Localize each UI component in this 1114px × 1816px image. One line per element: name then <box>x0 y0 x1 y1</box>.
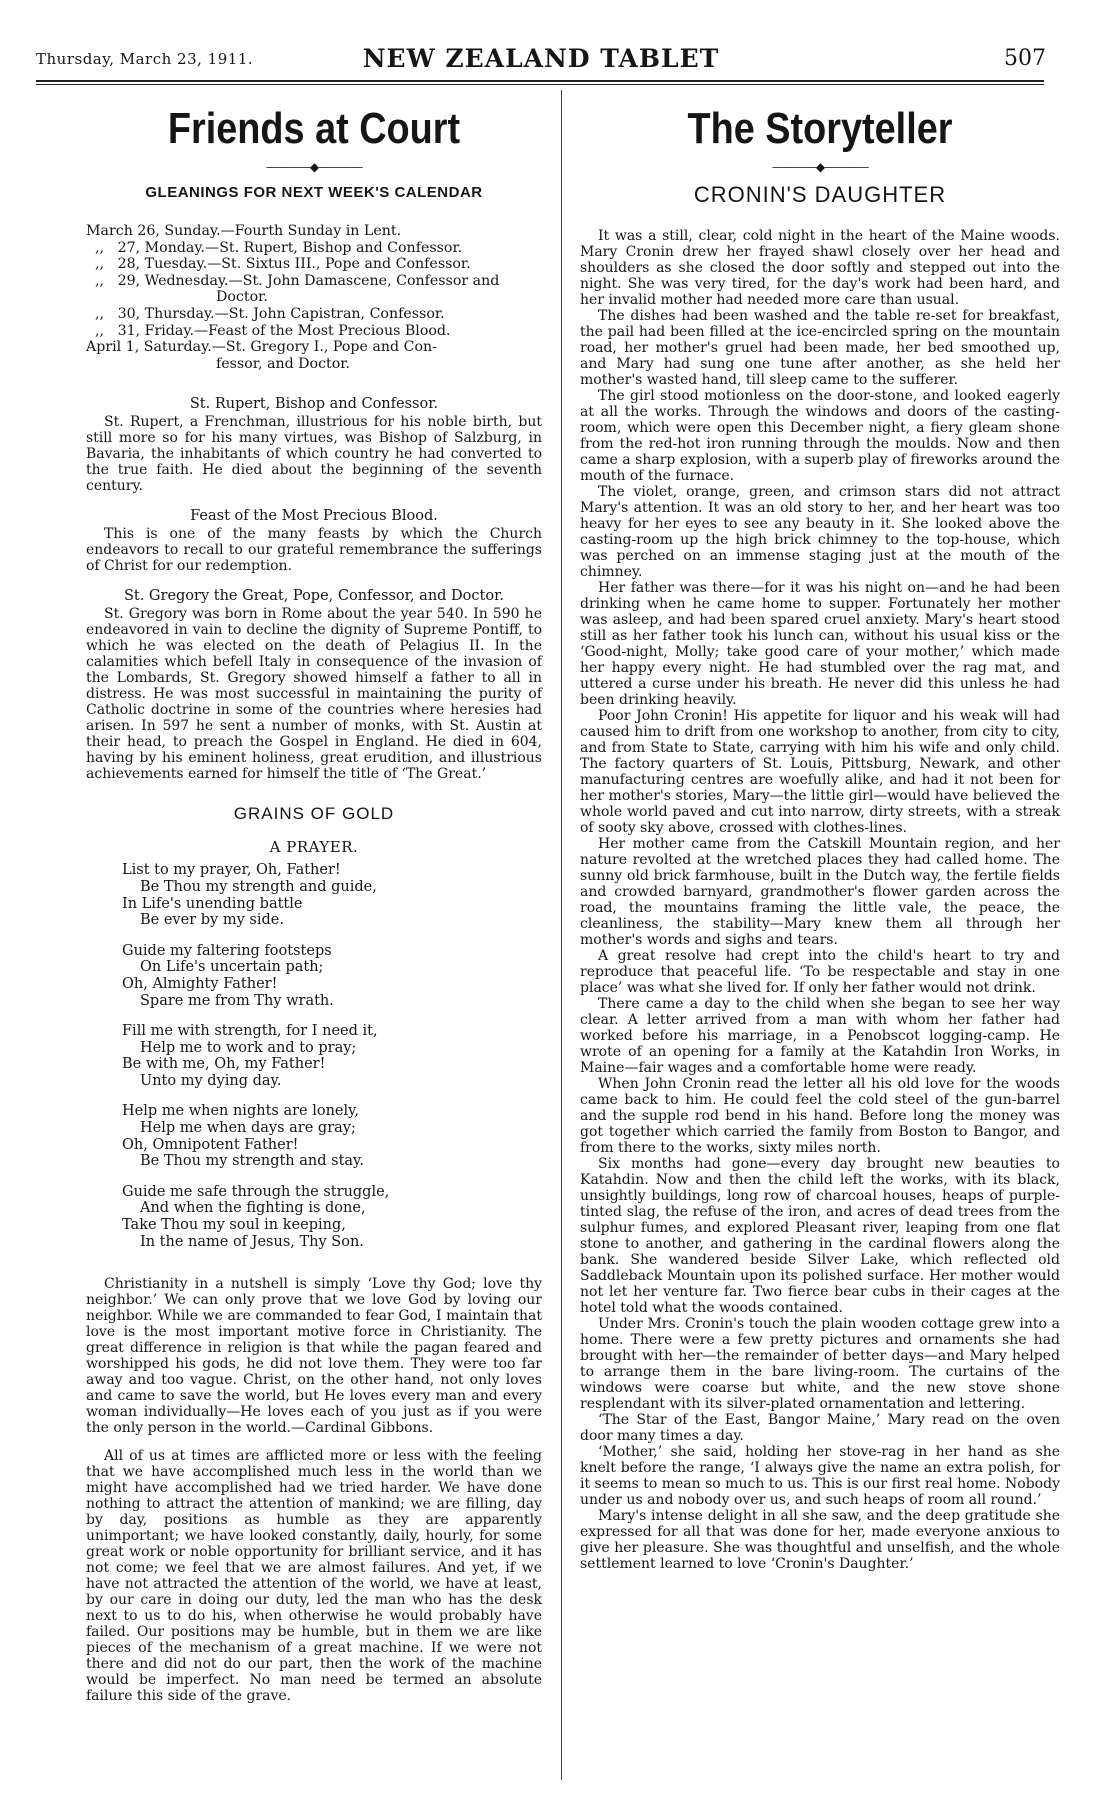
precious-blood-paragraph: This is one of the many feasts by which the Church endeavors to recall to our grateful remembrance the sufferings of Christ for our redemption. <box>86 526 542 575</box>
poem-line: Help me to work and to pray; <box>140 1039 357 1056</box>
poem-line: Be Thou my strength and stay. <box>140 1153 364 1170</box>
calendar-subhead: GLEANINGS FOR NEXT WEEK'S CALENDAR <box>145 184 483 201</box>
story-paragraph: The girl stood motionless on the door-stone, and looked eagerly at all the works. Through the windows and doors of the casting-room, which were open this December night, a fiery gleam shone from the red-hot iron running through the moulds. Now and then came a sharp explosion, with a superb play of fireworks around the mouth of the furnace. <box>580 388 1060 484</box>
calendar-line: April 1, Saturday.—St. Gregory I., Pope and Con- <box>86 339 437 356</box>
masthead <box>36 42 1046 82</box>
story-paragraph: Her father was there—for it was his night on—and he had been drinking when he came home to supper. Fortunately her mother was asleep, and had been spared cruel anxiety. Mary's heart stood still as her father took his lunch can, without his usual kiss or the ‘Good-night, Molly; take good care of your mother,’ which made her happy every night. He had stumbled over the rag mat, and uttered a curse under his breath. He never did this unless he had been drinking heavily. <box>580 580 1060 708</box>
poem-line: Take Thou my soul in keeping, <box>122 1217 346 1234</box>
section-title-friends-at-court: Friends at Court <box>167 104 461 153</box>
gregory-heading: St. Gregory the Great, Pope, Confessor, and Doctor. <box>123 588 505 605</box>
rupert-paragraph: St. Rupert, a Frenchman, illustrious for his noble birth, but still more so for his many virtues, was Bishop of Salzburg, in Bavaria, the inhabitants of which country he had converted to the true faith. He died about the beginning of the seventh century. <box>86 414 542 495</box>
calendar-line: ,, 31, Friday.—Feast of the Most Precious Blood. <box>86 322 451 339</box>
poem-line: In the name of Jesus, Thy Son. <box>140 1233 364 1250</box>
story-paragraph: It was a still, clear, cold night in the heart of the Maine woods. Mary Cronin drew her frayed shawl closely over her head and shoulders as she closed the door softly and stepped out into the night. She was very tired, for the day's work had been hard, and her invalid mother had needed more care than usual. <box>580 228 1060 308</box>
gregory-paragraph: St. Gregory was born in Rome about the year 540. In 590 he endeavored in vain to decline the dignity of Supreme Pontiff, to which he was elected on the death of Pelagius II. In the calamities which befell Italy in consequence of the invasion of the Lombards, St. Gregory showed himself a father to all in distress. He was most successful in maintaining the purity of Catholic doctrine in some of the countries where heresies had arisen. In 597 he sent a number of monks, with St. Austin at their head, to preach the Gospel in England. He died in 604, having by his eminent holiness, great erudition, and illustrious achievements earned for himself the title of ‘The Great.’ <box>86 606 542 783</box>
poem-line: And when the fighting is done, <box>140 1200 366 1217</box>
poem-line: In Life's unending battle <box>122 895 303 912</box>
story-paragraph: When John Cronin read the letter all his old love for the woods came back to him. He could feel the cold steel of the gun-barrel and the supple rod bend in his hand. Before long the money was got together which carried the family from Boston to Bangor, and from there to the works, sixty miles north. <box>580 1076 1060 1156</box>
story-paragraph: The dishes had been washed and the table re-set for breakfast, the pail had been filled at the ice-encircled spring on the mountain road, her mother's gruel had been made, her bed smoothed up, and Mary had sung one tune after another, as she held her mother's wasted hand, till sleep came to the sufferer. <box>580 308 1060 388</box>
poem-stanza <box>86 1103 542 1169</box>
poem-line: Help me when nights are lonely, <box>122 1103 360 1120</box>
story-paragraph: ‘Mother,’ she said, holding her stove-rag in her hand as she knelt before the range, ‘I always give the name an extra polish, for it seems to mean so much to us. This is our first real home. Nobody under us and nobody over us, and such heaps of room all round.’ <box>580 1444 1060 1508</box>
calendar-list <box>86 223 542 372</box>
poem-line: Help me when days are gray; <box>140 1120 356 1137</box>
section-title-storyteller: The Storyteller <box>687 104 953 153</box>
poem-line: List to my prayer, Oh, Father! <box>122 862 341 879</box>
poem-line: Guide my faltering footsteps <box>122 942 332 959</box>
christianity-paragraph: Christianity in a nutshell is simply ‘Love thy God; love thy neighbor.’ We can only prove that we love God by loving our neighbor. While we are commanded to fear God, I maintain that love is the most important motive force in Christianity. The great difference in religion is that while the pagan feared and worshipped his gods, he did not love them. They were too far away and too vague. Christ, on the other hand, not only loves and came to save the world, but He loves every man and every woman individually—He loves each of you just as if you were the only person in the world.—Cardinal Gibbons. <box>86 1276 542 1437</box>
poem-stanza <box>86 862 542 928</box>
story-paragraph: There came a day to the child when she began to see her way clear. A letter arrived from a man with whom her father had worked before his marriage, in a Penobscot logging-camp. He wrote of an opening for a family at the Katahdin Iron Works, in Maine—fair wages and a comfortable home were ready. <box>580 996 1060 1076</box>
story-paragraph: A great resolve had crept into the child's heart to try and reproduce that peaceful life. ‘To be respectable and stay in one place’ was what she lived for. If only her father would not drink. <box>580 948 1060 996</box>
calendar-line: ,, 29, Wednesday.—St. John Damascene, Confessor and <box>86 272 500 289</box>
rupert-heading: St. Rupert, Bishop and Confessor. <box>189 396 439 413</box>
story-paragraph: Poor John Cronin! His appetite for liquor and his weak will had caused him to drift from one workshop to another, from city to city, and from State to State, carrying with him his wife and only child. The factory quarters of St. Louis, Pittsburg, Newark, and other manufacturing centres are woefully alike, and had it not been for her mother's stories, Mary—the little girl—would have believed the whole world paved and cut into narrow, dirty streets, with a streak of sooty sky above, crossed with clothes-lines. <box>580 708 1060 836</box>
poem-line: Be ever by my side. <box>140 912 284 929</box>
column-divider <box>561 90 562 1780</box>
calendar-line: ,, 27, Monday.—St. Rupert, Bishop and Confessor. <box>86 239 463 256</box>
poem-line: Spare me from Thy wrath. <box>140 992 334 1009</box>
calendar-line: Doctor. <box>216 289 268 306</box>
story-paragraph: Under Mrs. Cronin's touch the plain wooden cottage grew into a home. There were a few pretty pictures and ornaments she had brought with her—the remainder of better days—and Mary helped to arrange them in the bare living-room. The curtains of the windows were coarse but white, and the new stove shone resplendant with its silver-plated ornamentation and lettering. <box>580 1316 1060 1412</box>
newspaper-title: NEW ZEALAND TABLET <box>362 44 720 73</box>
issue-date: Thursday, March 23, 1911. <box>36 50 254 68</box>
poem-line: Oh, Omnipotent Father! <box>122 1136 299 1153</box>
story-title: CRONIN'S DAUGHTER <box>693 182 947 207</box>
right-column <box>580 96 1060 1572</box>
poem-stanza <box>86 943 542 1009</box>
poem-line: Unto my dying day. <box>140 1072 282 1089</box>
poem-line: Guide me safe through the struggle, <box>122 1183 390 1200</box>
calendar-line: March 26, Sunday.—Fourth Sunday in Lent. <box>86 223 402 239</box>
prayer-heading: A PRAYER. <box>269 838 359 857</box>
grains-of-gold-heading: GRAINS OF GOLD <box>233 804 395 824</box>
story-paragraph: ‘The Star of the East, Bangor Maine,’ Mary read on the oven door many times a day. <box>580 1412 1060 1444</box>
calendar-line: ,, 28, Tuesday.—St. Sixtus III., Pope and Confessor. <box>86 256 471 273</box>
story-paragraph: Her mother came from the Catskill Mountain region, and her nature revolted at the wretched places they had called home. The sunny old brick farmhouse, built in the Dutch way, the fertile fields and crowded barnyard, grandmother's flower garden across the road, the mountains framing the little vale, the peace, the cleanliness, the stability—Mary knew them all through her mother's words and sighs and tears. <box>580 836 1060 948</box>
left-column <box>86 96 542 1704</box>
ornament-divider: ————◆———— <box>771 160 869 174</box>
precious-blood-heading: Feast of the Most Precious Blood. <box>190 508 438 525</box>
story-paragraph: Six months had gone—every day brought new beauties to Katahdin. Now and then the child left the works, with its black, unsightly buildings, long row of charcoal houses, heaps of purple-tinted slag, the refuse of the iron, and acres of dead trees from the sulphur fumes, and explored Pleasant river, leaping from one flat stone to another, and gathering in the cardinal flowers along the bank. She wandered beside Silver Lake, which reflected old Saddleback Mountain upon its polished surface. Her mother would not let her venture far. Two fierce bear cubs in their cages at the hotel told what the woods contained. <box>580 1156 1060 1316</box>
poem-line: Oh, Almighty Father! <box>122 975 278 992</box>
ornament-divider: ————◆———— <box>265 160 363 174</box>
poem-line: Be Thou my strength and guide, <box>140 878 377 895</box>
poem-line: Be with me, Oh, my Father! <box>122 1056 326 1073</box>
poem-line: On Life's uncertain path; <box>140 959 324 976</box>
all-of-us-paragraph: All of us at times are afflicted more or less with the feeling that we have accomplished much less in the world than we might have accomplished had we tried harder. We have done nothing to attract the attention of mankind; we are filling, day by day, positions as humble as they are apparently unimportant; we have looked constantly, daily, hourly, for some great work or noble opportunity for brilliant service, and it has not come; we feel that we are almost failures. And yet, if we have not attracted the attention of the world, we have at least, by our care in doing our duty, led the man who has the desk next to us to do his, when otherwise he would probably have failed. Our positions may be humble, but in them we are like pieces of the mechanism of a great machine. If we were not there and did not do our part, then the work of the machine would be imperfect. No man need be termed an absolute failure this side of the grave. <box>86 1448 542 1705</box>
story-paragraph: The violet, orange, green, and crimson stars did not attract Mary's attention. It was an old story to her, and her heart was too heavy for her eyes to see any beauty in it. She looked above the casting-room up the high brick chimney to the top-house, which was perched on an immense staging just at the mouth of the chimney. <box>580 484 1060 580</box>
page-number: 507 <box>1004 46 1046 71</box>
poem-stanza <box>86 1184 542 1250</box>
poem-stanza <box>86 1023 542 1089</box>
poem-line: Fill me with strength, for I need it, <box>122 1023 378 1040</box>
masthead-rule <box>36 80 1044 85</box>
calendar-line: fessor, and Doctor. <box>216 355 351 372</box>
story-paragraph: Mary's intense delight in all she saw, and the deep gratitude she expressed for all that was done for her, made everyone anxious to give her pleasure. She was thoughtful and unselfish, and the whole settlement learned to love ‘Cronin's Daughter.’ <box>580 1508 1060 1572</box>
calendar-line: ,, 30, Thursday.—St. John Capistran, Confessor. <box>86 305 445 322</box>
